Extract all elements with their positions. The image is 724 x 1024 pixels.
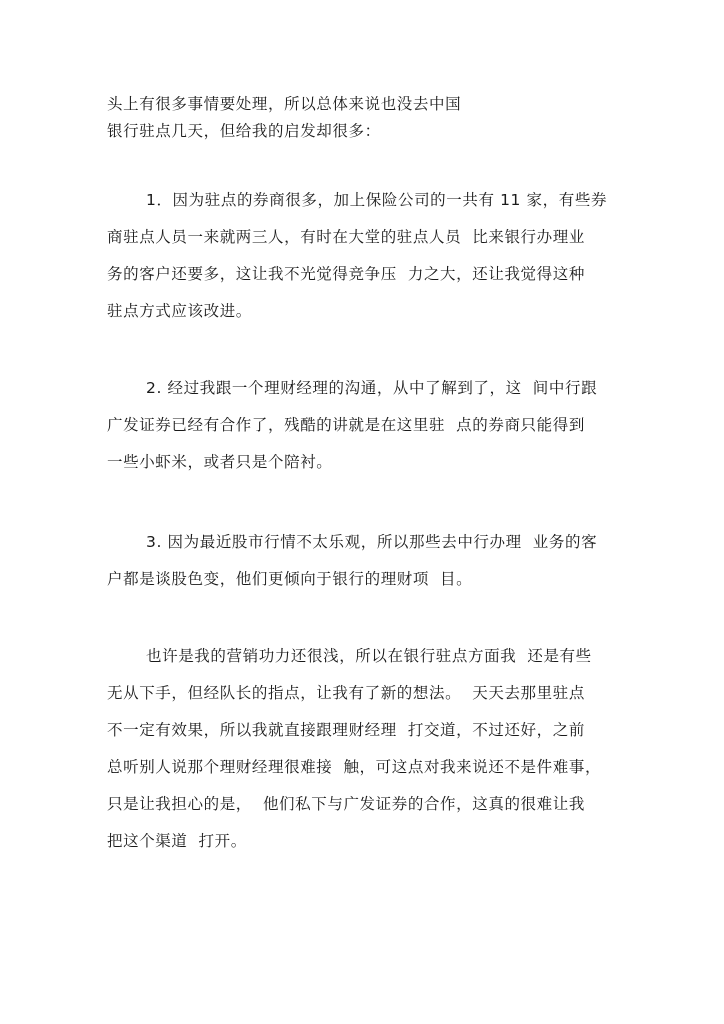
intro-line-2: 银行驻点几天，但给我的启发却很多： [107,122,381,140]
point1-line-1: 1．因为驻点的券商很多，加上保险公司的一共有 11 家，有些券 [146,191,608,209]
point2-line-2: 广发证券已经有合作了，残酷的讲就是在这里驻 点的券商只能得到 [107,416,585,434]
point2-line-3: 一些小虾米，或者只是个陪衬。 [107,453,333,471]
point2-line-1: 2. 经过我跟一个理财经理的沟通，从中了解到了，这 间中行跟 [146,379,598,397]
intro-line-1: 头上有很多事情要处理，所以总体来说也没去中国 [107,95,462,113]
conclusion-line-6: 把这个渠道 打开。 [107,832,247,850]
point3-line-1: 3. 因为最近股市行情不太乐观，所以那些去中行办理 业务的客 [146,533,598,551]
conclusion-line-2: 无从下手，但经队长的指点，让我有了新的想法。 天天去那里驻点 [107,684,585,702]
conclusion-line-3: 不一定有效果，所以我就直接跟理财经理 打交道，不过还好，之前 [107,721,585,739]
point1-line-2: 商驻点人员一来就两三人，有时在大堂的驻点人员 比来银行办理业 [107,228,585,246]
point1-line-3: 务的客户还要多，这让我不光觉得竞争压 力之大，还让我觉得这种 [107,265,585,283]
conclusion-line-4: 总听别人说那个理财经理很难接 触，可这点对我来说还不是件难事， [107,758,602,776]
conclusion-line-1: 也许是我的营销功力还很浅，所以在银行驻点方面我 还是有些 [146,647,592,665]
point3-line-2: 户都是谈股色变，他们更倾向于银行的理财项 目。 [107,570,473,588]
point1-line-4: 驻点方式应该改进。 [107,302,252,320]
conclusion-line-5: 只是让我担心的是， 他们私下与广发证券的合作，这真的很难让我 [107,795,585,813]
